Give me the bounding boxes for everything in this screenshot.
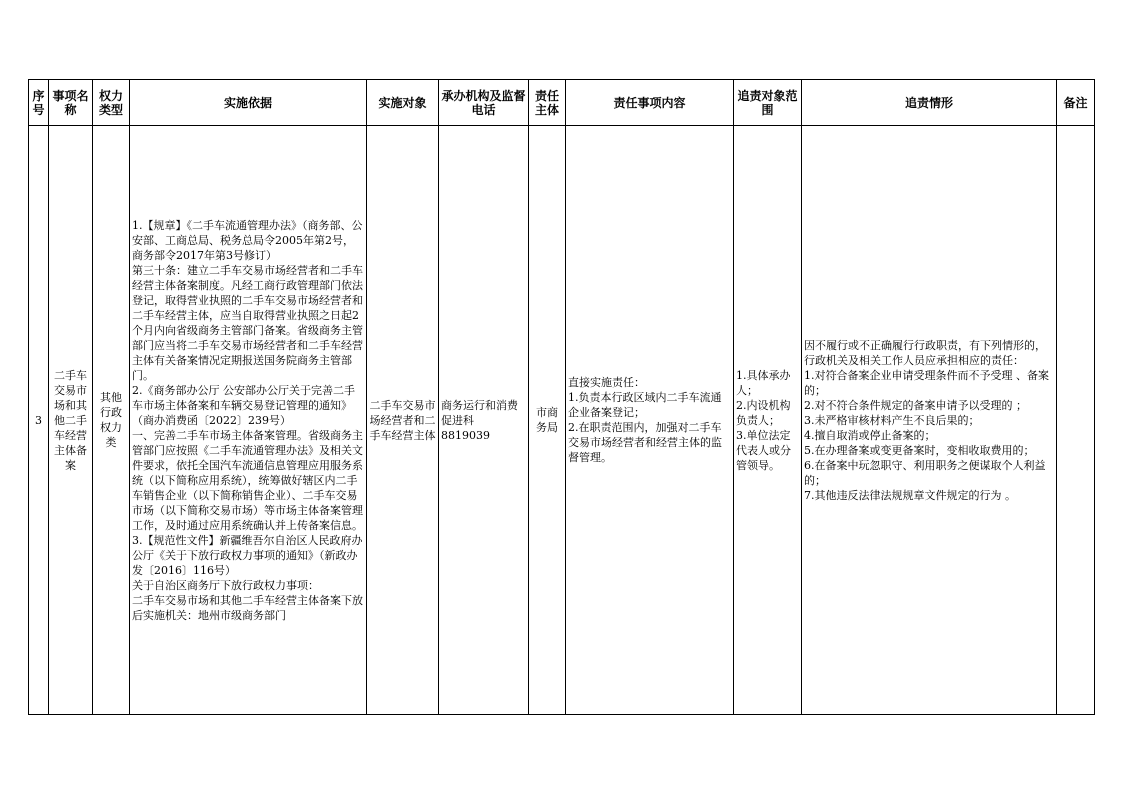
responsibility-table	[28, 79, 1095, 715]
header-duty: 责任事项内容	[566, 80, 734, 126]
cell-remark	[1057, 126, 1095, 715]
org-name: 商务运行和消费促进科	[441, 398, 518, 427]
header-item-name: 事项名称	[49, 80, 93, 126]
header-target: 实施对象	[367, 80, 439, 126]
cell-duty: 直接实施责任： 1.负责本行政区域内二手车流通企业备案登记； 2.在职责范围内，加强对二手车交易市场经营者和经营主体的监督管理。	[566, 126, 734, 715]
table-row	[29, 126, 1095, 715]
cell-org	[439, 126, 529, 715]
header-subject: 责任主体	[529, 80, 566, 126]
header-remark: 备注	[1057, 80, 1095, 126]
header-row	[29, 80, 1095, 126]
org-phone: 8819039	[441, 428, 490, 442]
cell-situation: 因不履行或不正确履行行政职责，有下列情形的，行政机关及相关工作人员应承担相应的责任： 1.对符合备案企业申请受理条件而不予受理 、备案的； 2.对不符合条件规定的备案申请予以受理的 ； 3.未严格审核材料产生不良后果的； 4.擅自取消或停止备案的； 5.在办理备案或变更备案时，变相收取费用的； 6.在备案中玩忽职守、利用职务之便谋取个人利益的； 7.其他违反法律法规规章文件规定的行为 。	[802, 126, 1057, 715]
header-situation: 追责情形	[802, 80, 1057, 126]
header-basis: 实施依据	[130, 80, 367, 126]
header-org: 承办机构及监督电话	[439, 80, 529, 126]
cell-scope: 1.具体承办人； 2.内设机构负责人； 3.单位法定代表人或分管领导。	[734, 126, 802, 715]
header-seq: 序号	[29, 80, 49, 126]
header-power-type: 权力类型	[93, 80, 130, 126]
header-scope: 追责对象范围	[734, 80, 802, 126]
cell-power-type: 其他行政权力类	[93, 126, 130, 715]
cell-item-name: 二手车交易市场和其他二手车经营主体备案	[49, 126, 93, 715]
cell-subject: 市商务局	[529, 126, 566, 715]
cell-seq: 3	[29, 126, 49, 715]
cell-target: 二手车交易市场经营者和二手车经营主体	[367, 126, 439, 715]
cell-basis: 1.【规章】《二手车流通管理办法》（商务部、公安部、工商总局、税务总局令2005年第2号，商务部令2017年第3号修订） 第三十条：建立二手车交易市场经营者和二手车经营主体备案制度。凡经工商行政管理部门依法登记，取得营业执照的二手车交易市场经营者和二手车经营主体，应当自取得营业执照之日起2个月内向省级商务主管部门备案。省级商务主管部门应当将二手车交易市场经营者和二手车经营主体有关备案情况定期报送国务院商务主管部门。 2.《商务部办公厅 公安部办公厅关于完善二手车市场主体备案和车辆交易登记管理的通知》（商办消费函〔2022〕239号） 一、完善二手车市场主体备案管理。省级商务主管部门应按照《二手车流通管理办法》及相关文件要求，依托全国汽车流通信息管理应用服务系统（以下简称应用系统），统筹做好辖区内二手车销售企业（以下简称销售企业）、二手车交易市场（以下简称交易市场）等市场主体备案管理工作，及时通过应用系统确认并上传备案信息。 3.【规范性文件】新疆维吾尔自治区人民政府办公厅《关于下放行政权力事项的通知》（新政办发〔2016〕116号） 关于自治区商务厅下放行政权力事项： 二手车交易市场和其他二手车经营主体备案下放后实施机关：地州市级商务部门	[130, 126, 367, 715]
